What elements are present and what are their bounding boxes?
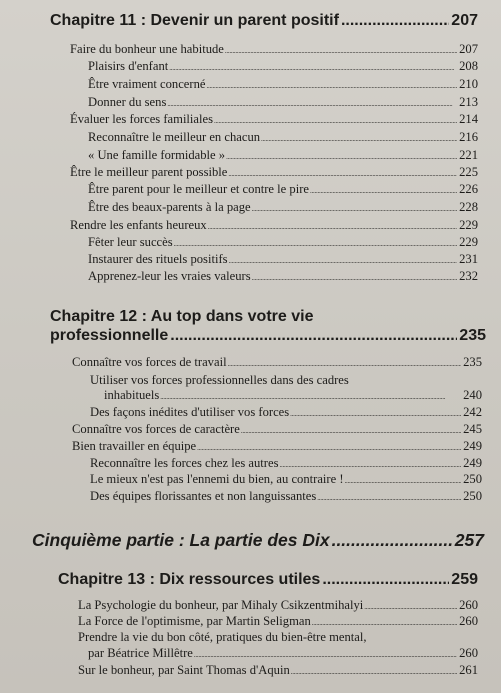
- entry-title: Des façons inédites d'utiliser vos forces: [90, 405, 290, 419]
- entry-page: 240: [463, 388, 482, 402]
- entry-title: Le mieux n'est pas l'ennemi du bien, au contraire !: [90, 472, 344, 486]
- chapter-title: Chapitre 11 : Devenir un parent positif: [50, 12, 339, 29]
- chapter-11-heading: [50, 12, 478, 30]
- entry-title: Sur le bonheur, par Saint Thomas d'Aquin: [78, 663, 290, 677]
- entry-page: 260: [459, 646, 478, 660]
- toc-entry: [104, 387, 482, 405]
- entry-page: 216: [459, 130, 478, 144]
- dot-leader: [241, 421, 461, 439]
- part-5-heading: [32, 530, 484, 551]
- dot-leader: [228, 354, 461, 372]
- toc-entry: [88, 199, 478, 217]
- dot-leader: [261, 129, 457, 147]
- entry-title: inhabituels: [104, 388, 160, 402]
- entry-page: 249: [463, 456, 482, 470]
- dot-leader: [310, 181, 457, 199]
- dot-leader: [208, 217, 457, 235]
- entry-title: Connaître vos forces de travail: [72, 355, 227, 369]
- toc-entry: [70, 164, 478, 182]
- dot-leader: [169, 58, 457, 76]
- chapter-title: Chapitre 13 : Dix ressources utiles: [58, 571, 321, 588]
- chapter-title: professionnelle: [50, 327, 169, 344]
- part-page: 257: [454, 530, 484, 550]
- entry-page: 245: [463, 422, 482, 436]
- dot-leader: [228, 164, 457, 182]
- entry-title: Évaluer les forces familiales: [70, 112, 214, 126]
- toc-entry: [88, 129, 478, 147]
- entry-title: Des équipes florissantes et non languissantes: [90, 489, 317, 503]
- entry-page: 228: [459, 200, 478, 214]
- entry-page: 250: [463, 472, 482, 486]
- chapter-13-heading: [58, 571, 478, 589]
- toc-entry: [88, 147, 478, 165]
- toc-entry-line1: Prendre la vie du bon côté, pratiques du bien-être mental,: [78, 630, 367, 644]
- entry-page: 232: [459, 269, 478, 283]
- toc-entry: [88, 181, 478, 199]
- entry-title: Faire du bonheur une habitude: [70, 42, 224, 56]
- dot-leader: [317, 488, 461, 506]
- entry-page: 242: [463, 405, 482, 419]
- entry-page: 235: [463, 355, 482, 369]
- dot-leader: [291, 662, 457, 680]
- dot-leader: [206, 76, 457, 94]
- toc-entry: [90, 488, 482, 506]
- entry-title: Fêter leur succès: [88, 235, 173, 249]
- toc-entry: [78, 662, 478, 680]
- dot-leader: [174, 234, 457, 252]
- dot-leader: [252, 268, 457, 286]
- dot-leader: [345, 471, 461, 489]
- entry-page: 208: [459, 59, 478, 73]
- entry-page: 210: [459, 77, 478, 91]
- entry-title: Plaisirs d'enfant: [88, 59, 169, 73]
- toc-entry-line1: Utiliser vos forces professionnelles dans des cadres: [90, 373, 349, 387]
- part-title: Cinquième partie : La partie des Dix: [32, 530, 330, 550]
- toc-entry: [88, 58, 478, 76]
- entry-title: Instaurer des rituels positifs: [88, 252, 228, 266]
- toc-entry: [88, 76, 478, 94]
- entry-page: 250: [463, 489, 482, 503]
- dot-leader: [229, 251, 457, 269]
- entry-page: 226: [459, 182, 478, 196]
- chapter-page: 259: [451, 571, 478, 588]
- entry-title: La Psychologie du bonheur, par Mihaly Csikzentmihalyi: [78, 598, 364, 612]
- toc-entry: [88, 251, 478, 269]
- toc-entry: [70, 111, 478, 129]
- entry-page: 225: [459, 165, 478, 179]
- entry-title: « Une famille formidable »: [88, 148, 226, 162]
- chapter-12-heading-line1: Chapitre 12 : Au top dans votre vie: [50, 308, 314, 325]
- entry-page: 213: [459, 95, 478, 109]
- toc-entry: [88, 234, 478, 252]
- dot-leader: [197, 438, 461, 456]
- entry-page: 214: [459, 112, 478, 126]
- entry-page: 221: [459, 148, 478, 162]
- chapter-12-heading: [50, 327, 486, 345]
- dot-leader: [252, 199, 457, 217]
- chapter-page: 207: [451, 12, 478, 29]
- dot-leader: [167, 94, 457, 112]
- entry-page: 249: [463, 439, 482, 453]
- entry-title: Être le meilleur parent possible: [70, 165, 228, 179]
- toc-entry: [72, 438, 482, 456]
- entry-title: Connaître vos forces de caractère: [72, 422, 240, 436]
- toc-entry: [88, 94, 478, 112]
- entry-page: 261: [459, 663, 478, 677]
- entry-page: 260: [459, 614, 478, 628]
- toc-entry: [88, 268, 478, 286]
- toc-entry: [72, 354, 482, 372]
- dot-leader: [160, 387, 461, 405]
- chapter-page: 235: [459, 327, 486, 344]
- dot-leader: [225, 41, 457, 59]
- entry-title: Donner du sens: [88, 95, 167, 109]
- toc-entry: [72, 421, 482, 439]
- toc-entry: [88, 645, 478, 663]
- entry-page: 229: [459, 218, 478, 232]
- dot-leader: [194, 645, 457, 663]
- dot-leader: [214, 111, 457, 129]
- entry-title: Être vraiment concerné: [88, 77, 206, 91]
- dot-leader: [226, 147, 457, 165]
- entry-title: Reconnaître les forces chez les autres: [90, 456, 279, 470]
- entry-page: 229: [459, 235, 478, 249]
- entry-title: La Force de l'optimisme, par Martin Seligman: [78, 614, 311, 628]
- entry-title: par Béatrice Millêtre: [88, 646, 193, 660]
- entry-page: 207: [459, 42, 478, 56]
- toc-entry: [70, 217, 478, 235]
- entry-title: Être parent pour le meilleur et contre le pire: [88, 182, 309, 196]
- entry-page: 260: [459, 598, 478, 612]
- toc-entry: [90, 404, 482, 422]
- entry-title: Apprenez-leur les vraies valeurs: [88, 269, 251, 283]
- entry-title: Reconnaître le meilleur en chacun: [88, 130, 261, 144]
- entry-title: Rendre les enfants heureux: [70, 218, 207, 232]
- entry-page: 231: [459, 252, 478, 266]
- entry-title: Bien travailler en équipe: [72, 439, 197, 453]
- entry-title: Être des beaux-parents à la page: [88, 200, 251, 214]
- toc-entry: [70, 41, 478, 59]
- dot-leader: [290, 404, 461, 422]
- toc-entry: [90, 471, 482, 489]
